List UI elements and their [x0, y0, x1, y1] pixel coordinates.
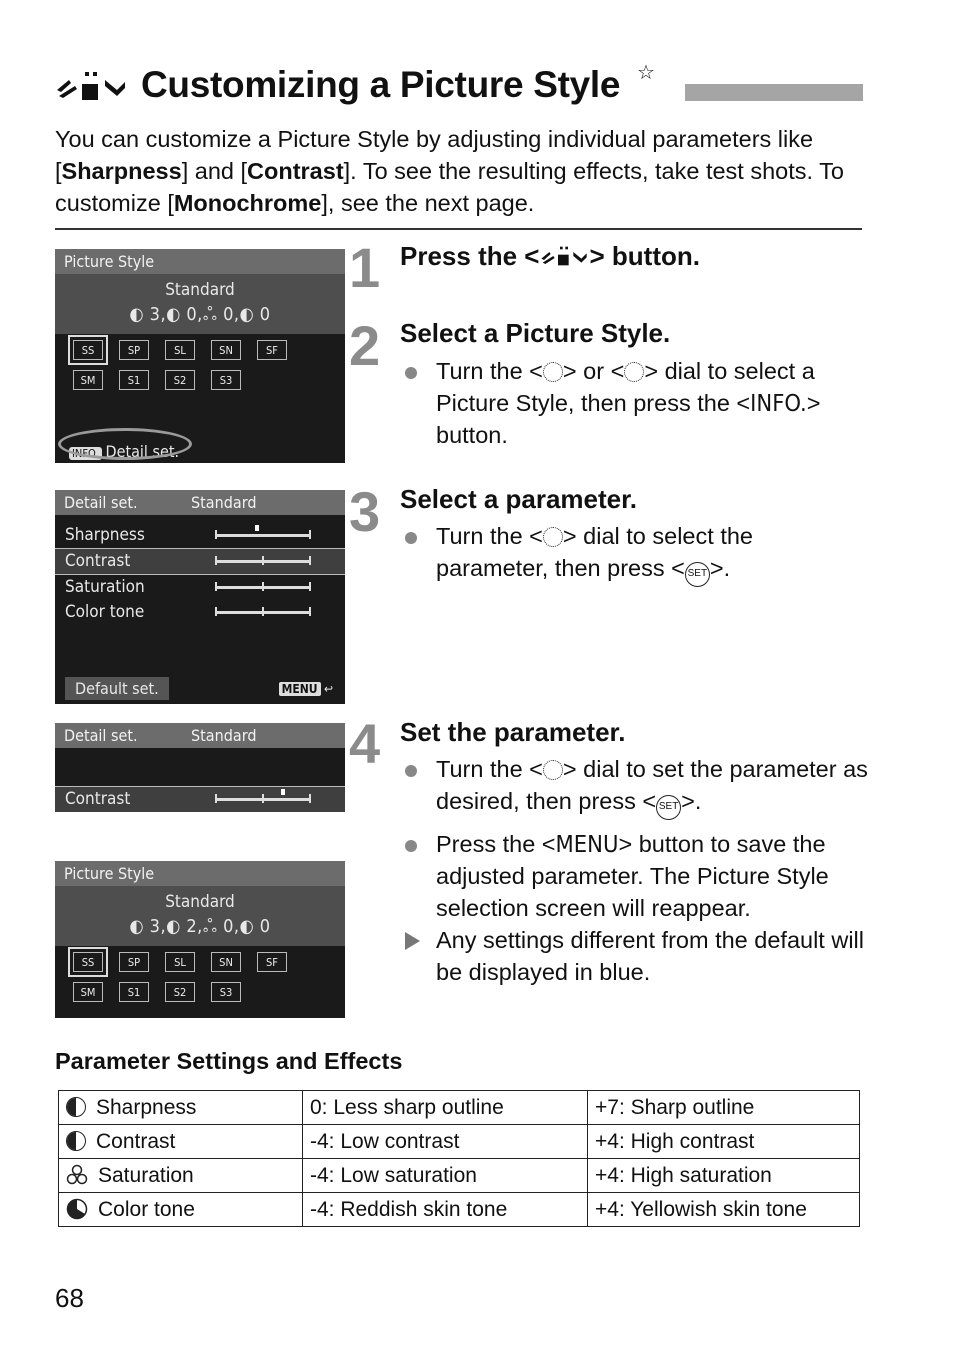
param-scale [215, 534, 311, 537]
style-icon-neutral[interactable]: SN [211, 340, 241, 360]
step-3-body [400, 520, 870, 587]
param-row-saturation[interactable] [55, 575, 345, 600]
step-2-heading: Select a Picture Style. [400, 318, 671, 348]
step-2-body [400, 355, 870, 451]
table-cell: 0: Less sharp outline [303, 1091, 588, 1125]
param-label: Color tone [65, 602, 145, 622]
menu-button-icon: MENU [279, 682, 321, 696]
text: Turn the < [436, 523, 543, 549]
style-icon-user2[interactable]: S2 [165, 370, 195, 390]
contrast-icon [66, 1131, 86, 1151]
saturation-icon [66, 1164, 88, 1186]
style-icon-standard[interactable]: SS [73, 340, 103, 360]
style-icon-monochrome[interactable]: SM [73, 982, 103, 1002]
table-row [59, 1125, 860, 1159]
table-cell: -4: Low contrast [303, 1125, 588, 1159]
step-4-body [400, 753, 870, 988]
screen-contrast-adjust [55, 723, 345, 812]
screen-header-title: Detail set. [64, 493, 138, 512]
table-cell [59, 1159, 303, 1193]
screen-header-style: Standard [191, 726, 257, 745]
style-icon-portrait[interactable]: SP [119, 952, 149, 972]
step-number-2: 2 [349, 314, 381, 377]
style-icon-landscape[interactable]: SL [165, 952, 195, 972]
screen-header: Picture Style [55, 861, 345, 886]
menu-return-hint: MENU ↩ [279, 674, 333, 704]
screen-style-name: Standard [165, 280, 235, 300]
screen-detail-set [55, 490, 345, 704]
param-label: Contrast [65, 551, 131, 571]
main-dial-icon [543, 362, 563, 382]
table-cell [59, 1193, 303, 1227]
highlight-oval [58, 428, 192, 460]
table-row [59, 1193, 860, 1227]
parameter-table [58, 1090, 860, 1227]
menu-button-icon: MENU [555, 830, 619, 858]
table-cell: +4: High contrast [588, 1125, 860, 1159]
param-row-color-tone[interactable] [55, 600, 345, 625]
screen-style-name: Standard [165, 892, 235, 912]
param-label: Sharpness [65, 525, 145, 545]
step-number-4: 4 [349, 712, 381, 775]
set-button-icon: SET [685, 562, 710, 587]
default-set-button[interactable]: Default set. [65, 677, 169, 700]
screen-picture-style-updated [55, 861, 345, 1018]
step-3-bullet [400, 520, 870, 587]
step-4-bullet-1 [400, 753, 870, 820]
step-4-bullet-2 [400, 828, 870, 924]
quick-control-dial-icon [543, 527, 563, 547]
table-row [59, 1159, 860, 1193]
table-title: Parameter Settings and Effects [55, 1048, 403, 1074]
param-label: Contrast [65, 789, 131, 809]
intro-text-4: ], see the next page. [321, 190, 535, 216]
info-button-icon: INFO. [69, 447, 102, 460]
param-row-contrast[interactable] [55, 548, 345, 575]
style-icon-user1[interactable]: S1 [119, 982, 149, 1002]
screen-header [55, 723, 345, 748]
table-cell: -4: Low saturation [303, 1159, 588, 1193]
text: >. [681, 788, 702, 814]
param-scale [215, 798, 311, 801]
picture-style-icon [55, 68, 127, 104]
intro-bold-contrast: Contrast [247, 158, 344, 184]
intro-bold-sharpness: Sharpness [61, 158, 182, 184]
step-2-bullet [400, 355, 870, 451]
table-cell: +4: Yellowish skin tone [588, 1193, 860, 1227]
param-scale [215, 586, 311, 589]
page-title: Customizing a Picture Style [141, 64, 621, 105]
step-number-1: 1 [349, 236, 381, 299]
table-cell: +4: High saturation [588, 1159, 860, 1193]
style-icon-user2[interactable]: S2 [165, 982, 195, 1002]
picture-style-icon [539, 244, 589, 268]
bullet-dot-icon [405, 840, 417, 852]
screen-header-title: Detail set. [64, 726, 138, 745]
sharpness-icon [66, 1097, 86, 1117]
bullet-dot-icon [405, 532, 417, 544]
advanced-star-icon: ☆ [637, 62, 655, 84]
style-icon-grid [55, 946, 345, 1002]
table-row [59, 1091, 860, 1125]
screen-style-band [55, 886, 345, 946]
param-scale [215, 560, 311, 563]
style-icon-user3[interactable]: S3 [211, 370, 241, 390]
text: Any settings different from the default will be displayed in blue. [436, 927, 865, 985]
info-button-icon: INFO. [750, 389, 807, 417]
text: Turn the < [436, 756, 543, 782]
style-icon-faithful[interactable]: SF [257, 952, 287, 972]
set-button-icon: SET [656, 795, 681, 820]
title-decor-bar [685, 84, 863, 101]
param-row-contrast[interactable] [55, 786, 345, 812]
color-tone-icon [66, 1198, 88, 1220]
text: > dial to set the parameter as desired, then press < [436, 756, 868, 814]
screen-picture-style-select [55, 249, 345, 463]
text: > button to save the adjusted parameter. The Picture Style selection screen will reappear. [436, 831, 829, 921]
bullet-dot-icon [405, 367, 417, 379]
bullet-dot-icon [405, 765, 417, 777]
step-1-text-pre: Press the < [400, 241, 540, 271]
text: > dial to select the parameter, then press < [436, 523, 753, 581]
style-icon-grid [55, 334, 345, 390]
cell-text: Saturation [98, 1163, 194, 1187]
text: Turn the < [436, 358, 543, 384]
style-icon-monochrome[interactable]: SM [73, 370, 103, 390]
screen-style-params: ◐ 3,◐ 0,ஃ 0,◐ 0 [129, 304, 271, 325]
table-cell: +7: Sharp outline [588, 1091, 860, 1125]
screen-header [55, 490, 345, 515]
param-scale [215, 611, 311, 614]
style-icon-user3[interactable]: S3 [211, 982, 241, 1002]
screen-header: Picture Style [55, 249, 345, 274]
screen-footer [55, 674, 345, 704]
screen-header-style: Standard [191, 493, 257, 512]
page-header [55, 62, 865, 112]
section-divider [55, 228, 862, 230]
style-icon-faithful[interactable]: SF [257, 340, 287, 360]
intro-text-3: ]. To see the resulting effects, take test shots. To customize [ [55, 158, 844, 216]
style-icon-landscape[interactable]: SL [165, 340, 195, 360]
detail-set-label: Detail set. [105, 442, 180, 461]
page-number: 68 [55, 1283, 84, 1313]
step-1-text-post: > button. [589, 241, 700, 271]
intro-text-2: ] and [ [181, 158, 248, 184]
text: >. [709, 555, 731, 581]
table-cell [59, 1091, 303, 1125]
intro-bold-monochrome: Monochrome [173, 190, 322, 216]
style-icon-neutral[interactable]: SN [211, 952, 241, 972]
style-icon-user1[interactable]: S1 [119, 370, 149, 390]
result-arrow-icon [405, 932, 420, 950]
step-number-3: 3 [349, 480, 381, 543]
screen-style-band [55, 274, 345, 334]
cell-text: Contrast [96, 1129, 176, 1153]
text: > or < [562, 358, 625, 384]
table-cell [59, 1125, 303, 1159]
param-row-sharpness[interactable] [55, 523, 345, 548]
step-4-heading: Set the parameter. [400, 717, 626, 747]
param-label: Saturation [65, 577, 145, 597]
step-4-result [400, 924, 870, 988]
cell-text: Color tone [98, 1197, 195, 1221]
intro-text-1: You can customize a Picture Style by adjusting individual parameters like [ [55, 126, 814, 184]
cell-text: Sharpness [96, 1095, 197, 1119]
quick-control-dial-icon [543, 760, 563, 780]
screen-style-params: ◐ 3,◐ 2,ஃ 0,◐ 0 [129, 916, 271, 937]
text: Press the < [436, 831, 556, 857]
style-icon-portrait[interactable]: SP [119, 340, 149, 360]
style-icon-standard[interactable]: SS [73, 952, 103, 972]
text: > dial to select a Picture Style, then press the < [436, 358, 815, 416]
step-1-heading [400, 241, 700, 272]
step-3-heading: Select a parameter. [400, 484, 638, 514]
text: > button. [436, 390, 821, 448]
quick-control-dial-icon [624, 362, 644, 382]
intro-paragraph [55, 123, 865, 219]
table-cell: -4: Reddish skin tone [303, 1193, 588, 1227]
